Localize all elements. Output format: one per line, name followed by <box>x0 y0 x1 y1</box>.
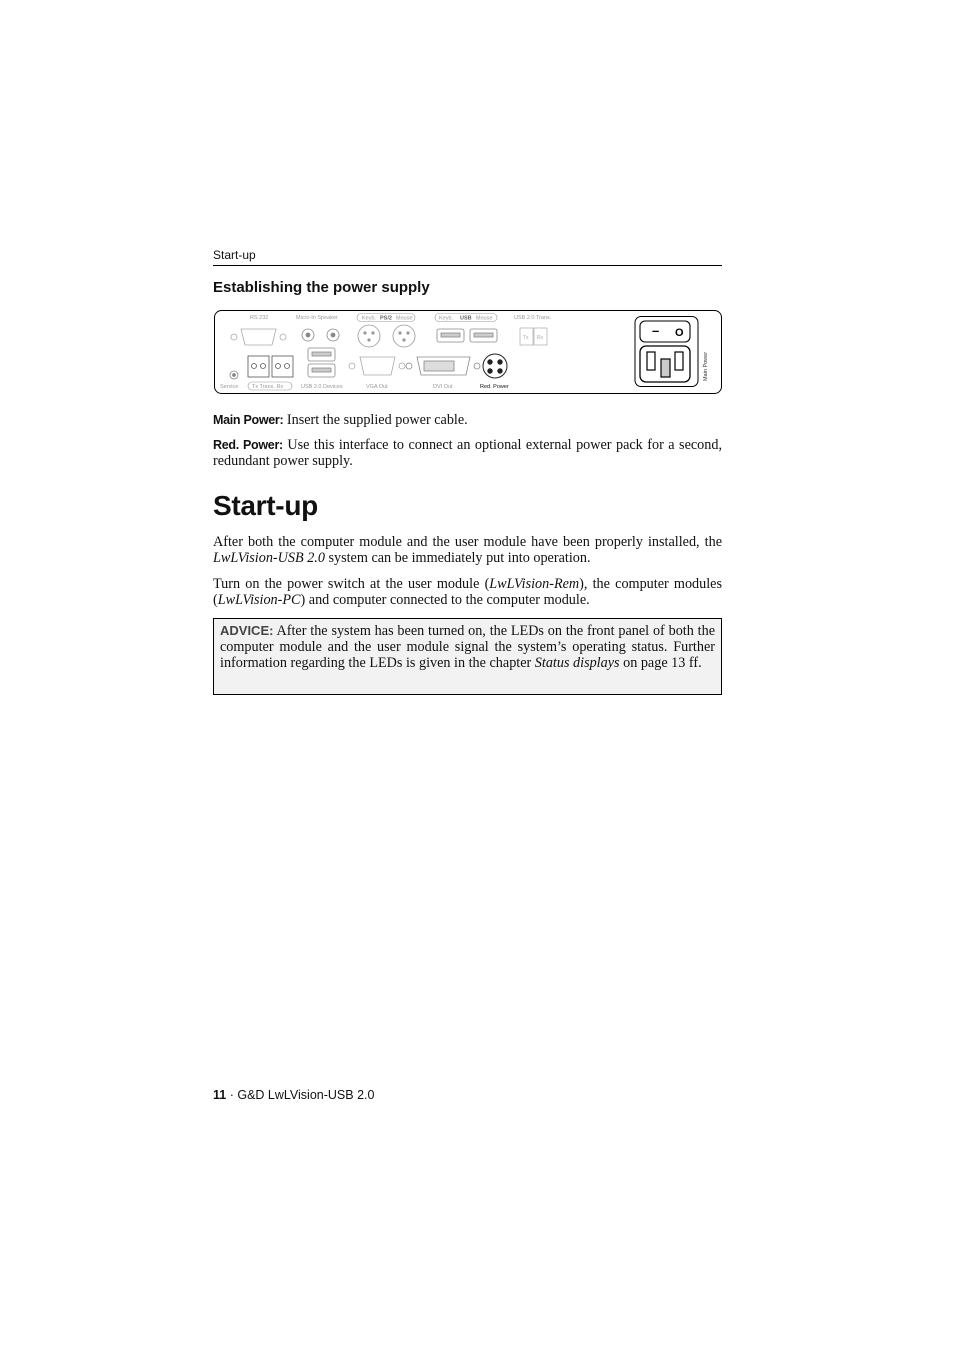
switch-off-mark: – <box>652 323 660 338</box>
footer-product: G&D LwLVision-USB 2.0 <box>237 1088 375 1102</box>
usb-tag: USB <box>460 315 472 322</box>
vga-out-label: VGA Out <box>366 384 388 390</box>
main-power-label: Main Power <box>703 351 709 381</box>
chapter-title: Start-up <box>213 490 318 521</box>
red-power-port <box>483 354 507 378</box>
footer-separator: · <box>229 1088 234 1102</box>
item-red-power <box>213 437 722 469</box>
item-text: Use this interface to connect an optional external power pack for a second, redundant power supply. <box>213 437 722 469</box>
text-run: ), the computer modules ( <box>213 576 722 608</box>
startup-paragraph-1 <box>213 534 722 566</box>
chapter-reference: Status displays <box>534 655 620 671</box>
running-header: Start-up <box>213 248 256 262</box>
ps2-keyb-label: Keyb. <box>362 315 377 322</box>
usb-devices-label: USB 2.0 Devices <box>301 384 343 390</box>
page-footer <box>213 1088 374 1102</box>
usb-keyb-label: Keyb. <box>439 315 454 322</box>
ps2-mouse-label: Mouse <box>396 315 413 322</box>
red-power-label: Red. Power <box>480 384 509 390</box>
section-title: Establishing the power supply <box>213 279 430 296</box>
rear-panel-diagram <box>214 310 722 394</box>
product-name: LwLVision-PC <box>217 592 301 608</box>
usb-trans-label: USB 2.0 Trans. <box>514 315 552 321</box>
advice-label: ADVICE: <box>220 623 274 638</box>
text-run: Turn on the power switch at the user module ( <box>213 576 490 592</box>
usb-trans-rx: Rx <box>537 335 544 341</box>
item-text: Insert the supplied power cable. <box>283 412 468 428</box>
product-name: LwLVision-USB 2.0 <box>213 550 325 566</box>
trans-label: Tx Trans. Rx <box>252 384 284 390</box>
service-label: Service <box>220 384 239 390</box>
switch-on-mark: O <box>675 327 684 339</box>
item-main-power <box>213 412 722 428</box>
advice-box <box>213 618 722 695</box>
startup-paragraph-2 <box>213 576 722 608</box>
ps2-tag: PS/2 <box>380 315 392 322</box>
dvi-out-label: DVI Out <box>433 384 453 390</box>
main-power-block <box>635 317 698 387</box>
item-term: Red. Power: <box>213 438 283 452</box>
text-run: ) and computer connected to the computer module. <box>300 592 590 608</box>
text-run: After the system has been turned on, the LEDs on the front panel of both the computer module and the user module signal the system’s operating status. Further information regarding the LEDs is given in the chapter <box>220 623 715 671</box>
text-run: system can be immediately put into operation. <box>324 550 591 566</box>
usb-trans-tx: Tx <box>523 335 529 341</box>
text-run: on page 13 ff. <box>619 655 702 671</box>
product-name: LwLVision-Rem <box>489 576 580 592</box>
usb-mouse-label: Mouse <box>476 315 493 322</box>
rs232-label: RS 232 <box>250 315 269 321</box>
item-term: Main Power: <box>213 413 284 427</box>
micro-speaker-label: Micro-In Speaker <box>296 315 338 321</box>
header-rule <box>213 265 722 266</box>
text-run: After both the computer module and the user module have been properly installed, the <box>213 534 722 550</box>
page-number: 11 <box>213 1088 227 1102</box>
